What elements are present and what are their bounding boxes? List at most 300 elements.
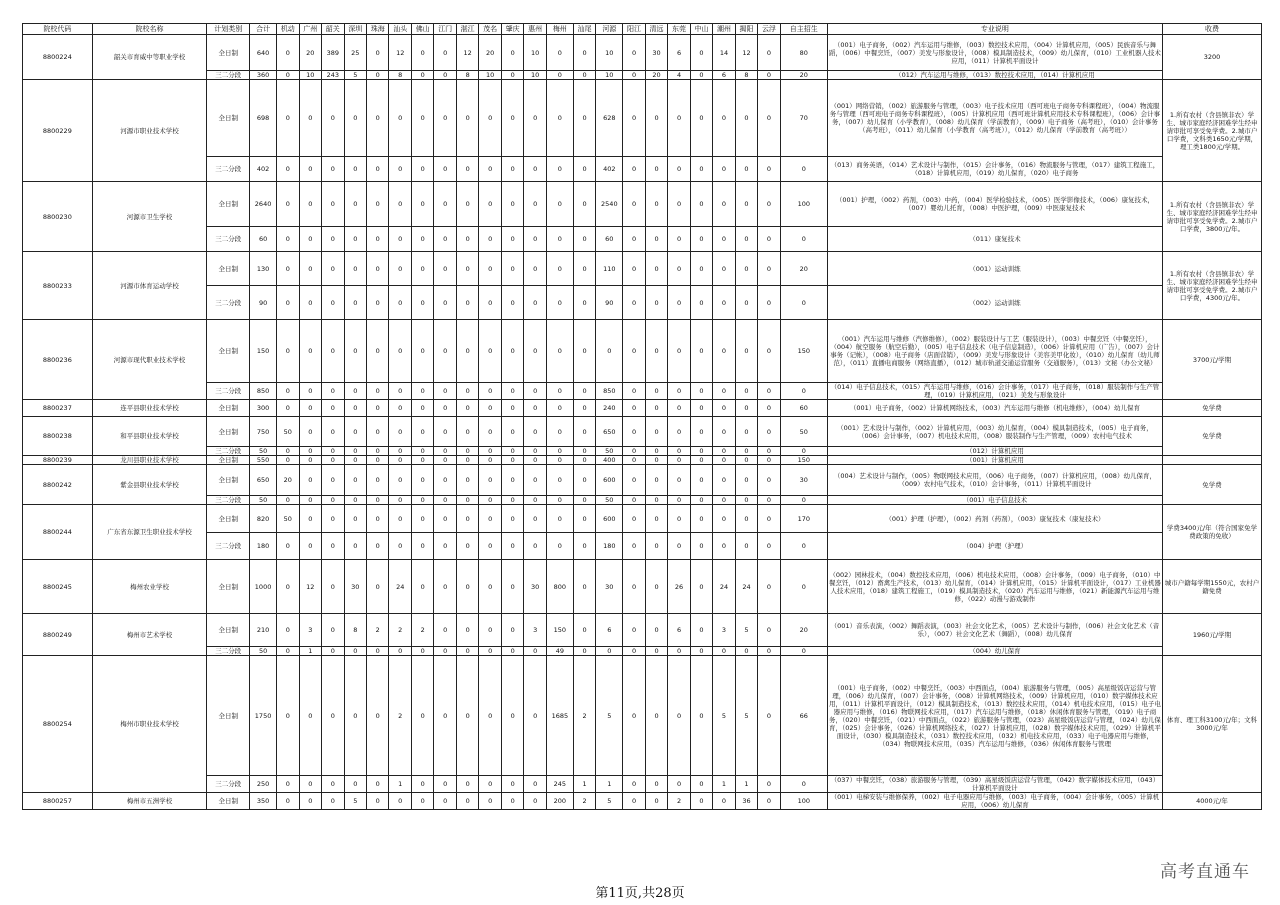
plan-type: 全日制 bbox=[207, 182, 250, 227]
quota-cell: 0 bbox=[690, 656, 712, 776]
plan-type: 全日制 bbox=[207, 505, 250, 533]
quota-cell: 550 bbox=[250, 456, 277, 465]
quota-cell: 0 bbox=[573, 560, 595, 614]
quota-cell: 0 bbox=[299, 252, 321, 286]
quota-cell: 20 bbox=[277, 465, 299, 496]
quota-cell: 0 bbox=[524, 505, 546, 533]
quota-cell: 0 bbox=[344, 656, 366, 776]
table-row bbox=[23, 456, 1262, 465]
quota-cell: 0 bbox=[690, 456, 712, 465]
quota-cell: 0 bbox=[713, 465, 735, 496]
quota-cell: 8 bbox=[389, 71, 411, 80]
quota-cell: 0 bbox=[690, 35, 712, 71]
quota-cell: 0 bbox=[344, 320, 366, 383]
school-name: 连平县职业技术学校 bbox=[92, 400, 207, 417]
quota-cell: 0 bbox=[546, 400, 573, 417]
quota-cell: 0 bbox=[479, 400, 501, 417]
quota-cell: 150 bbox=[780, 456, 827, 465]
quota-cell: 100 bbox=[780, 793, 827, 810]
quota-cell: 0 bbox=[479, 456, 501, 465]
quota-cell: 0 bbox=[322, 400, 344, 417]
major-description: （012）计算机应用 bbox=[827, 447, 1162, 456]
major-description: （001）护理，（002）药剂，（003）中药，（004）医学检验技术，（005）医学影像技术，（006）康复技术，（007）婴幼儿托育，（008）中医护理，（009）中医康复技术 bbox=[827, 182, 1162, 227]
quota-cell: 0 bbox=[389, 447, 411, 456]
plan-type: 全日制 bbox=[207, 793, 250, 810]
quota-cell: 0 bbox=[758, 286, 780, 320]
quota-cell: 0 bbox=[344, 383, 366, 400]
quota-cell: 0 bbox=[389, 320, 411, 383]
quota-cell: 0 bbox=[524, 227, 546, 252]
quota-cell: 170 bbox=[780, 505, 827, 533]
quota-cell: 0 bbox=[277, 383, 299, 400]
school-code: 8800245 bbox=[23, 560, 93, 614]
quota-cell: 0 bbox=[690, 320, 712, 383]
quota-cell: 20 bbox=[780, 71, 827, 80]
quota-cell: 0 bbox=[668, 465, 690, 496]
quota-cell: 0 bbox=[299, 286, 321, 320]
quota-cell: 70 bbox=[780, 80, 827, 157]
quota-cell: 0 bbox=[299, 793, 321, 810]
quota-cell: 0 bbox=[690, 400, 712, 417]
quota-cell: 2 bbox=[668, 793, 690, 810]
plan-type: 三二分段 bbox=[207, 496, 250, 505]
quota-cell: 0 bbox=[501, 71, 523, 80]
quota-cell: 6 bbox=[668, 35, 690, 71]
quota-cell: 5 bbox=[735, 614, 757, 647]
quota-cell: 250 bbox=[250, 776, 277, 793]
quota-cell: 5 bbox=[596, 656, 623, 776]
quota-cell: 0 bbox=[573, 400, 595, 417]
quota-cell: 110 bbox=[596, 252, 623, 286]
fee-cell: 1960元/学期 bbox=[1162, 614, 1261, 656]
quota-cell: 0 bbox=[758, 505, 780, 533]
quota-cell: 0 bbox=[411, 80, 433, 157]
quota-cell: 10 bbox=[524, 71, 546, 80]
quota-cell: 0 bbox=[546, 465, 573, 496]
quota-cell: 0 bbox=[501, 400, 523, 417]
fee-cell bbox=[1162, 456, 1261, 465]
quota-cell: 0 bbox=[758, 35, 780, 71]
quota-cell: 0 bbox=[758, 647, 780, 656]
column-header: 院校名称 bbox=[92, 24, 207, 35]
column-header: 计划类别 bbox=[207, 24, 250, 35]
fee-cell: 1.所有农村（含县镇非农）学生、城市家庭经济困难学生经申请审批可享受免学费。2.城市户口学费，文科类1650元/学期，理工类1800元/学期。 bbox=[1162, 80, 1261, 182]
quota-cell: 0 bbox=[623, 252, 645, 286]
quota-cell: 0 bbox=[367, 417, 389, 447]
quota-cell: 0 bbox=[758, 400, 780, 417]
major-description: （001）电子商务，（002）中餐烹饪，（003）中西面点，（004）旅游服务与管理，（005）高星级饭店运营与管理，（006）幼儿保育，（007）会计事务，（008）计算机网络技术，（009）计算机应用，（010）数字媒体技术应用，（011）计算机平面设计，（012）模具制造技术，（013）数控技术应用，（014）机电技术应用，（015）电子电器应用与维修，（016）物联网技术应用，（017）汽车运用与维修，（018）休闲体育服务与管理，（019）电子商务，（020）中餐烹饪，（021）中西面点，（022）旅游服务与管理，（023）高星级饭店运营与管理，（024）幼儿保育，（025）会计事务，（026）计算机网络技术，（027）计算机应用，（028）数字媒体技术应用，（029）计算机平面设计，（030）模具制造技术，（031）数控技术应用，（032）机电技术应用，（033）电子电器应用与维修，（034）物联网技术应用，（035）汽车运用与维修，（036）休闲体育服务与管理 bbox=[827, 656, 1162, 776]
quota-cell: 2640 bbox=[250, 182, 277, 227]
quota-cell: 5 bbox=[344, 71, 366, 80]
quota-cell: 0 bbox=[623, 456, 645, 465]
quota-cell: 0 bbox=[573, 383, 595, 400]
quota-cell: 0 bbox=[713, 456, 735, 465]
quota-cell: 210 bbox=[250, 614, 277, 647]
quota-cell: 0 bbox=[758, 71, 780, 80]
quota-cell: 0 bbox=[546, 252, 573, 286]
quota-cell: 50 bbox=[250, 496, 277, 505]
quota-cell: 0 bbox=[367, 227, 389, 252]
quota-cell: 0 bbox=[389, 157, 411, 182]
quota-cell: 0 bbox=[645, 417, 667, 447]
quota-cell: 12 bbox=[389, 35, 411, 71]
quota-cell: 0 bbox=[735, 647, 757, 656]
quota-cell: 0 bbox=[277, 80, 299, 157]
plan-type: 全日制 bbox=[207, 656, 250, 776]
quota-cell: 0 bbox=[322, 447, 344, 456]
quota-cell: 30 bbox=[524, 560, 546, 614]
quota-cell: 0 bbox=[434, 71, 456, 80]
quota-cell: 0 bbox=[690, 505, 712, 533]
quota-cell: 0 bbox=[668, 252, 690, 286]
quota-cell: 0 bbox=[434, 286, 456, 320]
quota-cell: 0 bbox=[479, 157, 501, 182]
quota-cell: 0 bbox=[367, 533, 389, 560]
quota-cell: 0 bbox=[501, 614, 523, 647]
quota-cell: 0 bbox=[322, 560, 344, 614]
quota-cell: 0 bbox=[668, 182, 690, 227]
quota-cell: 0 bbox=[623, 71, 645, 80]
quota-cell: 0 bbox=[299, 320, 321, 383]
table-row bbox=[23, 614, 1262, 647]
quota-cell: 1 bbox=[713, 776, 735, 793]
quota-cell: 6 bbox=[668, 614, 690, 647]
quota-cell: 0 bbox=[367, 560, 389, 614]
column-header: 深圳 bbox=[344, 24, 366, 35]
quota-cell: 0 bbox=[758, 252, 780, 286]
quota-cell: 0 bbox=[573, 286, 595, 320]
quota-cell: 0 bbox=[690, 182, 712, 227]
quota-cell: 0 bbox=[573, 320, 595, 383]
quota-cell: 0 bbox=[758, 417, 780, 447]
quota-cell: 49 bbox=[546, 647, 573, 656]
quota-cell: 0 bbox=[479, 776, 501, 793]
quota-cell: 0 bbox=[411, 496, 433, 505]
quota-cell: 0 bbox=[713, 496, 735, 505]
quota-cell: 240 bbox=[596, 400, 623, 417]
quota-cell: 10 bbox=[596, 71, 623, 80]
quota-cell: 0 bbox=[758, 496, 780, 505]
quota-cell: 0 bbox=[713, 505, 735, 533]
column-header: 清远 bbox=[645, 24, 667, 35]
quota-cell: 50 bbox=[780, 417, 827, 447]
quota-cell: 66 bbox=[780, 656, 827, 776]
quota-cell: 0 bbox=[367, 647, 389, 656]
quota-cell: 20 bbox=[645, 71, 667, 80]
quota-cell: 360 bbox=[250, 71, 277, 80]
quota-cell: 0 bbox=[456, 286, 478, 320]
quota-cell: 0 bbox=[434, 560, 456, 614]
quota-cell: 650 bbox=[250, 465, 277, 496]
quota-cell: 0 bbox=[277, 656, 299, 776]
quota-cell: 90 bbox=[596, 286, 623, 320]
plan-type: 三二分段 bbox=[207, 533, 250, 560]
quota-cell: 0 bbox=[434, 400, 456, 417]
quota-cell: 0 bbox=[735, 383, 757, 400]
plan-type: 全日制 bbox=[207, 560, 250, 614]
quota-cell: 0 bbox=[299, 227, 321, 252]
quota-cell: 0 bbox=[456, 505, 478, 533]
plan-type: 全日制 bbox=[207, 80, 250, 157]
quota-cell: 0 bbox=[645, 286, 667, 320]
fee-cell: 城市户籍每学期1550元，农村户籍免费 bbox=[1162, 560, 1261, 614]
quota-cell: 0 bbox=[277, 614, 299, 647]
quota-cell: 0 bbox=[344, 252, 366, 286]
quota-cell: 0 bbox=[668, 157, 690, 182]
quota-cell: 0 bbox=[780, 560, 827, 614]
quota-cell: 0 bbox=[344, 80, 366, 157]
quota-cell: 0 bbox=[758, 793, 780, 810]
column-header: 广州 bbox=[299, 24, 321, 35]
plan-type: 全日制 bbox=[207, 320, 250, 383]
quota-cell: 0 bbox=[623, 793, 645, 810]
quota-cell: 0 bbox=[344, 456, 366, 465]
quota-cell: 0 bbox=[501, 496, 523, 505]
quota-cell: 0 bbox=[735, 182, 757, 227]
quota-cell: 0 bbox=[713, 252, 735, 286]
quota-cell: 0 bbox=[456, 465, 478, 496]
quota-cell: 0 bbox=[524, 157, 546, 182]
quota-cell: 0 bbox=[277, 447, 299, 456]
quota-cell: 0 bbox=[479, 447, 501, 456]
school-name: 梅州市五洲学校 bbox=[92, 793, 207, 810]
quota-cell: 12 bbox=[299, 560, 321, 614]
quota-cell: 100 bbox=[780, 182, 827, 227]
quota-cell: 0 bbox=[645, 252, 667, 286]
table-row bbox=[23, 400, 1262, 417]
major-description: （011）康复技术 bbox=[827, 227, 1162, 252]
quota-cell: 0 bbox=[479, 383, 501, 400]
major-description: （001）电子商务，（002）计算机网络技术，（003）汽车运用与维修（机电维修），（004）幼儿保育 bbox=[827, 400, 1162, 417]
quota-cell: 0 bbox=[668, 456, 690, 465]
quota-cell: 0 bbox=[546, 286, 573, 320]
quota-cell: 650 bbox=[596, 417, 623, 447]
fee-cell: 免学费 bbox=[1162, 417, 1261, 456]
quota-cell: 0 bbox=[758, 560, 780, 614]
quota-cell: 0 bbox=[573, 157, 595, 182]
quota-cell: 0 bbox=[780, 383, 827, 400]
quota-cell: 0 bbox=[479, 320, 501, 383]
quota-cell: 0 bbox=[623, 614, 645, 647]
quota-cell: 0 bbox=[456, 383, 478, 400]
quota-cell: 0 bbox=[623, 383, 645, 400]
quota-cell: 0 bbox=[645, 182, 667, 227]
school-code: 8800239 bbox=[23, 456, 93, 465]
quota-cell: 0 bbox=[546, 182, 573, 227]
quota-cell: 0 bbox=[501, 157, 523, 182]
quota-cell: 0 bbox=[623, 157, 645, 182]
quota-cell: 0 bbox=[367, 505, 389, 533]
quota-cell: 0 bbox=[456, 496, 478, 505]
column-header: 专业说明 bbox=[827, 24, 1162, 35]
quota-cell: 0 bbox=[735, 80, 757, 157]
quota-cell: 698 bbox=[250, 80, 277, 157]
quota-cell: 10 bbox=[479, 71, 501, 80]
plan-type: 全日制 bbox=[207, 465, 250, 496]
quota-cell: 0 bbox=[389, 417, 411, 447]
quota-cell: 0 bbox=[322, 776, 344, 793]
quota-cell: 0 bbox=[780, 157, 827, 182]
plan-type: 三二分段 bbox=[207, 227, 250, 252]
quota-cell: 0 bbox=[411, 400, 433, 417]
column-header: 中山 bbox=[690, 24, 712, 35]
quota-cell: 0 bbox=[780, 776, 827, 793]
quota-cell: 0 bbox=[411, 71, 433, 80]
quota-cell: 402 bbox=[596, 157, 623, 182]
major-description: （001）网络营销，（002）旅游服务与管理，（003）电子技术应用（西可班电子商务专科课程班），（004）物流服务与管理（西可班电子商务专科课程班），（005）计算机应用（西可班计算机应用技术专科课程班），（006）会计事务，（007）幼儿保育（小学教育），（008）幼儿保育（学前教育），（009）电子商务（高考班），（010）会计事务（高考班），（011）幼儿保育（小学教育（高考班）），（012）幼儿保育（学前教育（高考班）） bbox=[827, 80, 1162, 157]
column-header: 汕尾 bbox=[573, 24, 595, 35]
quota-cell: 0 bbox=[524, 656, 546, 776]
quota-cell: 0 bbox=[645, 793, 667, 810]
quota-cell: 0 bbox=[623, 465, 645, 496]
quota-cell: 0 bbox=[524, 286, 546, 320]
quota-cell: 0 bbox=[668, 533, 690, 560]
quota-cell: 0 bbox=[389, 647, 411, 656]
quota-cell: 1750 bbox=[250, 656, 277, 776]
quota-cell: 0 bbox=[758, 533, 780, 560]
quota-cell: 0 bbox=[573, 417, 595, 447]
quota-cell: 20 bbox=[299, 35, 321, 71]
quota-cell: 0 bbox=[623, 400, 645, 417]
quota-cell: 0 bbox=[389, 533, 411, 560]
quota-cell: 0 bbox=[501, 227, 523, 252]
quota-cell: 24 bbox=[389, 560, 411, 614]
column-header: 湛江 bbox=[456, 24, 478, 35]
quota-cell: 0 bbox=[479, 252, 501, 286]
quota-cell: 0 bbox=[277, 533, 299, 560]
quota-cell: 0 bbox=[524, 776, 546, 793]
quota-cell: 0 bbox=[322, 465, 344, 496]
quota-cell: 20 bbox=[780, 252, 827, 286]
quota-cell: 0 bbox=[645, 227, 667, 252]
quota-cell: 0 bbox=[434, 157, 456, 182]
quota-cell: 0 bbox=[299, 776, 321, 793]
quota-cell: 0 bbox=[546, 447, 573, 456]
quota-cell: 8 bbox=[456, 71, 478, 80]
quota-cell: 0 bbox=[645, 656, 667, 776]
quota-cell: 0 bbox=[690, 793, 712, 810]
major-description: （001）艺术设计与制作，（002）计算机应用，（003）幼儿保育，（004）模具制造技术，（005）电子商务，（006）会计事务，（007）机电技术应用，（008）服装制作与生产管理，（009）农村电气技术 bbox=[827, 417, 1162, 447]
school-name: 河源市职业技术学校 bbox=[92, 80, 207, 182]
quota-cell: 0 bbox=[780, 447, 827, 456]
quota-cell: 0 bbox=[434, 35, 456, 71]
quota-cell: 0 bbox=[713, 320, 735, 383]
quota-cell: 0 bbox=[367, 776, 389, 793]
quota-cell: 0 bbox=[322, 182, 344, 227]
quota-cell: 0 bbox=[456, 157, 478, 182]
quota-cell: 0 bbox=[758, 157, 780, 182]
quota-cell: 0 bbox=[546, 456, 573, 465]
quota-cell: 0 bbox=[344, 505, 366, 533]
quota-cell: 0 bbox=[501, 647, 523, 656]
column-header: 院校代码 bbox=[23, 24, 93, 35]
quota-cell: 0 bbox=[735, 400, 757, 417]
quota-cell: 0 bbox=[367, 320, 389, 383]
school-name: 河源市体育运动学校 bbox=[92, 252, 207, 320]
quota-cell: 0 bbox=[479, 80, 501, 157]
quota-cell: 150 bbox=[546, 614, 573, 647]
quota-cell: 0 bbox=[434, 656, 456, 776]
quota-cell: 0 bbox=[524, 80, 546, 157]
quota-cell: 0 bbox=[479, 614, 501, 647]
quota-cell: 150 bbox=[250, 320, 277, 383]
quota-cell: 0 bbox=[277, 647, 299, 656]
quota-cell: 0 bbox=[479, 560, 501, 614]
quota-cell: 12 bbox=[735, 35, 757, 71]
quota-cell: 50 bbox=[277, 505, 299, 533]
quota-cell: 0 bbox=[434, 383, 456, 400]
quota-cell: 0 bbox=[524, 447, 546, 456]
quota-cell: 0 bbox=[758, 80, 780, 157]
school-code: 8800233 bbox=[23, 252, 93, 320]
quota-cell: 0 bbox=[277, 286, 299, 320]
quota-cell: 0 bbox=[479, 656, 501, 776]
quota-cell: 0 bbox=[344, 496, 366, 505]
quota-cell: 0 bbox=[668, 227, 690, 252]
quota-cell: 24 bbox=[713, 560, 735, 614]
table-row bbox=[23, 157, 1262, 182]
major-description: （014）电子信息技术，（015）汽车运用与维修，（016）会计事务，（017）电子商务，（018）服装制作与生产管理，（019）计算机应用，（021）美发与形象设计 bbox=[827, 383, 1162, 400]
quota-cell: 0 bbox=[434, 456, 456, 465]
quota-cell: 0 bbox=[389, 182, 411, 227]
table-row bbox=[23, 227, 1262, 252]
quota-cell: 0 bbox=[623, 496, 645, 505]
quota-cell: 0 bbox=[434, 447, 456, 456]
quota-cell: 0 bbox=[668, 286, 690, 320]
major-description: （001）音乐表演，（002）舞蹈表演，（003）社会文化艺术，（005）艺术设计与制作，（006）社会文化艺术（音乐），（007）社会文化艺术（舞蹈），（008）幼儿保育 bbox=[827, 614, 1162, 647]
quota-cell: 0 bbox=[758, 227, 780, 252]
quota-cell: 0 bbox=[713, 447, 735, 456]
quota-cell: 0 bbox=[299, 656, 321, 776]
header-row bbox=[23, 24, 1262, 35]
quota-cell: 0 bbox=[389, 505, 411, 533]
quota-cell: 180 bbox=[250, 533, 277, 560]
quota-cell: 0 bbox=[344, 227, 366, 252]
quota-cell: 0 bbox=[434, 533, 456, 560]
quota-cell: 0 bbox=[456, 252, 478, 286]
quota-cell: 5 bbox=[735, 656, 757, 776]
quota-cell: 0 bbox=[434, 614, 456, 647]
quota-cell: 0 bbox=[735, 320, 757, 383]
quota-cell: 0 bbox=[322, 320, 344, 383]
quota-cell: 0 bbox=[645, 465, 667, 496]
quota-cell: 0 bbox=[501, 286, 523, 320]
quota-cell: 0 bbox=[690, 647, 712, 656]
quota-cell: 0 bbox=[277, 560, 299, 614]
quota-cell: 0 bbox=[456, 400, 478, 417]
school-name: 梅州农业学校 bbox=[92, 560, 207, 614]
quota-cell: 50 bbox=[250, 647, 277, 656]
quota-cell: 0 bbox=[645, 447, 667, 456]
quota-cell: 0 bbox=[344, 400, 366, 417]
quota-cell: 0 bbox=[344, 465, 366, 496]
quota-cell: 12 bbox=[456, 35, 478, 71]
quota-cell: 0 bbox=[456, 417, 478, 447]
quota-cell: 0 bbox=[623, 286, 645, 320]
quota-cell: 80 bbox=[780, 35, 827, 71]
quota-cell: 0 bbox=[456, 793, 478, 810]
plan-type: 全日制 bbox=[207, 614, 250, 647]
table-row bbox=[23, 533, 1262, 560]
quota-cell: 0 bbox=[668, 505, 690, 533]
quota-cell: 0 bbox=[411, 533, 433, 560]
quota-cell: 0 bbox=[479, 647, 501, 656]
column-header: 肇庆 bbox=[501, 24, 523, 35]
quota-cell: 0 bbox=[623, 533, 645, 560]
quota-cell: 0 bbox=[411, 320, 433, 383]
plan-type: 全日制 bbox=[207, 400, 250, 417]
quota-cell: 2 bbox=[389, 656, 411, 776]
